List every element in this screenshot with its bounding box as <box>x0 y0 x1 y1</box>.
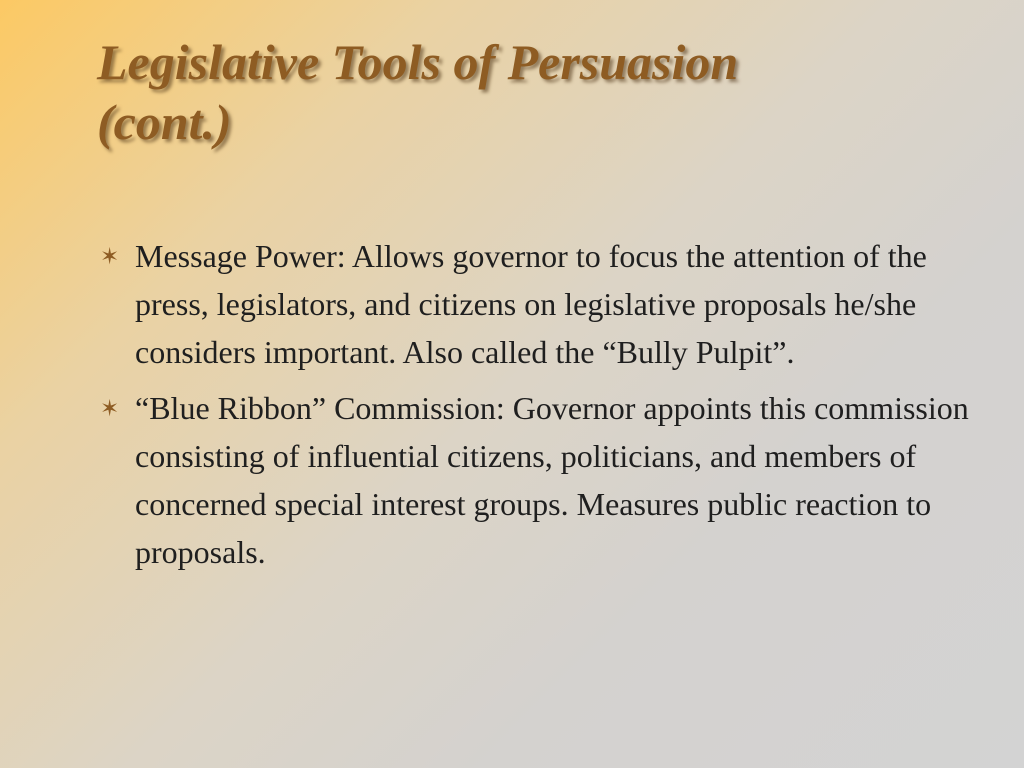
slide-title <box>97 32 977 152</box>
bullet-item-blue-ribbon-commission <box>100 384 1005 576</box>
six-pointed-star-icon: ✶ <box>100 396 120 422</box>
bullet-item-message-power <box>100 232 1005 376</box>
slide-title-line-2: (cont.) <box>97 94 232 150</box>
bullet-text: Message Power: Allows governor to focus the attention of the press, legislators, and citizens on legislative proposals he/she considers important. Also called the “Bully Pulpit”. <box>135 238 927 370</box>
slide-title-line-1: Legislative Tools of Persuasion <box>97 34 739 90</box>
six-pointed-star-icon: ✶ <box>100 244 120 270</box>
bullet-list <box>100 232 1005 584</box>
bullet-text: “Blue Ribbon” Commission: Governor appoints this commission consisting of influential citizens, politicians, and members of concerned special interest groups. Measures public reaction to proposals. <box>135 390 969 570</box>
